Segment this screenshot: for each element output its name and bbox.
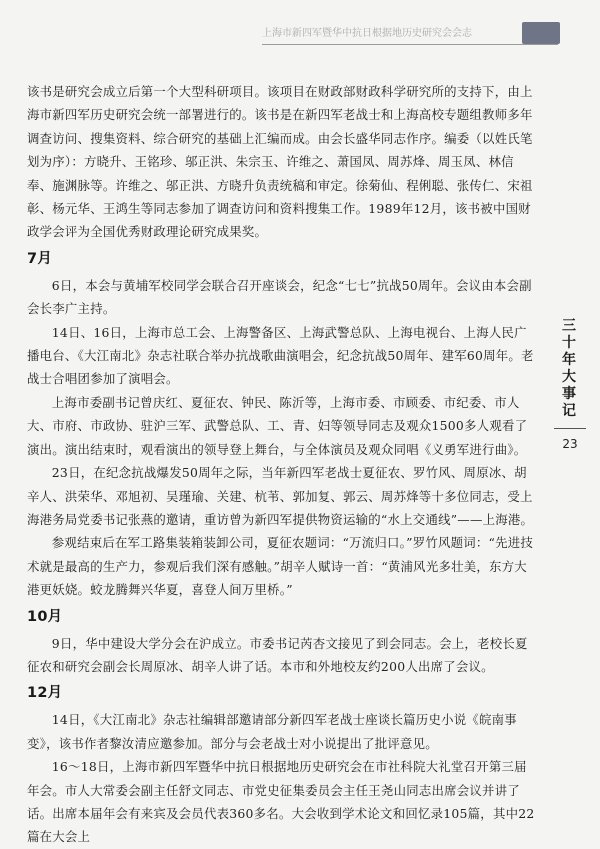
paragraph: 23日，在纪念抗战爆发50周年之际，当年新四军老战士夏征农、罗竹风、周原冰、胡辛人、洪荣华、邓旭初、吴瑾瑜、关建、杭苇、郭加复、郭云、周苏烽等十多位同志，受上海港务局党委书记张燕的邀请，重访曾为新四军提供物资运输的“水上交通线”——上海港。 [27, 465, 534, 527]
paragraph: 14日、16日，上海市总工会、上海警备区、上海武警总队、上海电视台、上海人民广播电台、《大江南北》杂志社联合举办抗战歌曲演唱会，纪念抗战50周年、建军60周年。老战士合唱团参加了演唱会。 [27, 324, 534, 387]
page-header [0, 0, 600, 62]
paragraph: 6日，本会与黄埔军校同学会联合召开座谈会，纪念“七七”抗战50周年。会议由本会副会长李广主持。 [27, 277, 532, 317]
side-divider [554, 428, 586, 429]
logo-icon [522, 22, 560, 44]
month-heading-december: 12月 [27, 685, 63, 702]
paragraph: 上海市委副书记曾庆红、夏征农、钟民、陈沂等，上海市委、市顾委、市纪委、市人大、市府、市政协、驻沪三军、武警总队、工、青、妇等领导同志及观众1500多人观看了演出。演出结束时，观看演出的领导登上舞台，与全体演员及观众同唱《义勇军进行曲》。 [27, 394, 528, 457]
page-number: 23 [562, 437, 578, 451]
document-body [27, 80, 535, 849]
month-heading-july: 7月 [27, 250, 53, 267]
running-title: 上海市新四军暨华中抗日根据地历史研究会会志 [262, 28, 472, 39]
paragraph: 14日，《大江南北》杂志社编辑部邀请部分新四军老战士座谈长篇历史小说《皖南事变》，该书作者黎汝清应邀参加。部分与会老战士对小说提出了批评意见。 [27, 712, 517, 751]
intro-paragraph: 该书是研究会成立后第一个大型科研项目。该项目在财政部财政科学研究所的支持下，由上海市新四军历史研究会统一部署进行的。该书是在新四军老战士和上海高校专题组教师多年调查访问、搜集资料、综合研究的基础上汇编而成。由会长盛华同志作序。编委（以姓氏笔划为序）：方晓升、王铭珍、邬正洪、朱宗玉、许维之、萧国凤、周苏烽、周玉凤、林信奉、施渊脉等。许维之、邬正洪、方晓升负责统稿和审定。徐菊仙、程俐聪、张传仁、宋祖彰、杨元华、王鸿生等同志参加了调查访问和资料搜集工作。1989年12月，该书被中国财政学会评为全国优秀财政理论研究成果奖。 [27, 84, 533, 240]
month-heading-october: 10月 [27, 608, 63, 625]
header-divider [262, 44, 558, 45]
paragraph: 参观结束后在军工路集装箱装卸公司，夏征农题词：“万流归口。”罗竹风题词：“先进技术就是最高的生产力，参观后我们深有感触。”胡辛人赋诗一首：“黄浦风光多壮美，东方大港更妖娆。蛟龙腾舞兴华夏，喜登人间万里桥。” [27, 535, 534, 598]
chapter-title: 三十年大事记 [562, 318, 576, 419]
paragraph: 16～18日，上海市新四军暨华中抗日根据地历史研究会在市社科院大礼堂召开第三届年会。市人大常委会副主任舒文同志、市党史征集委员会主任王尧山同志出席会议并讲了话。出席本届年会有来宾及会员代表360多名。大会收到学术论文和回忆录105篇，其中22篇在大会上 [27, 759, 535, 845]
paragraph: 9日，华中建设大学分会在沪成立。市委书记芮杏文接见了到会同志。会上，老校长夏征农和研究会副会长周原冰、胡辛人讲了话。本市和外地校友约200人出席了会议。 [27, 635, 528, 674]
side-tab [552, 318, 588, 451]
